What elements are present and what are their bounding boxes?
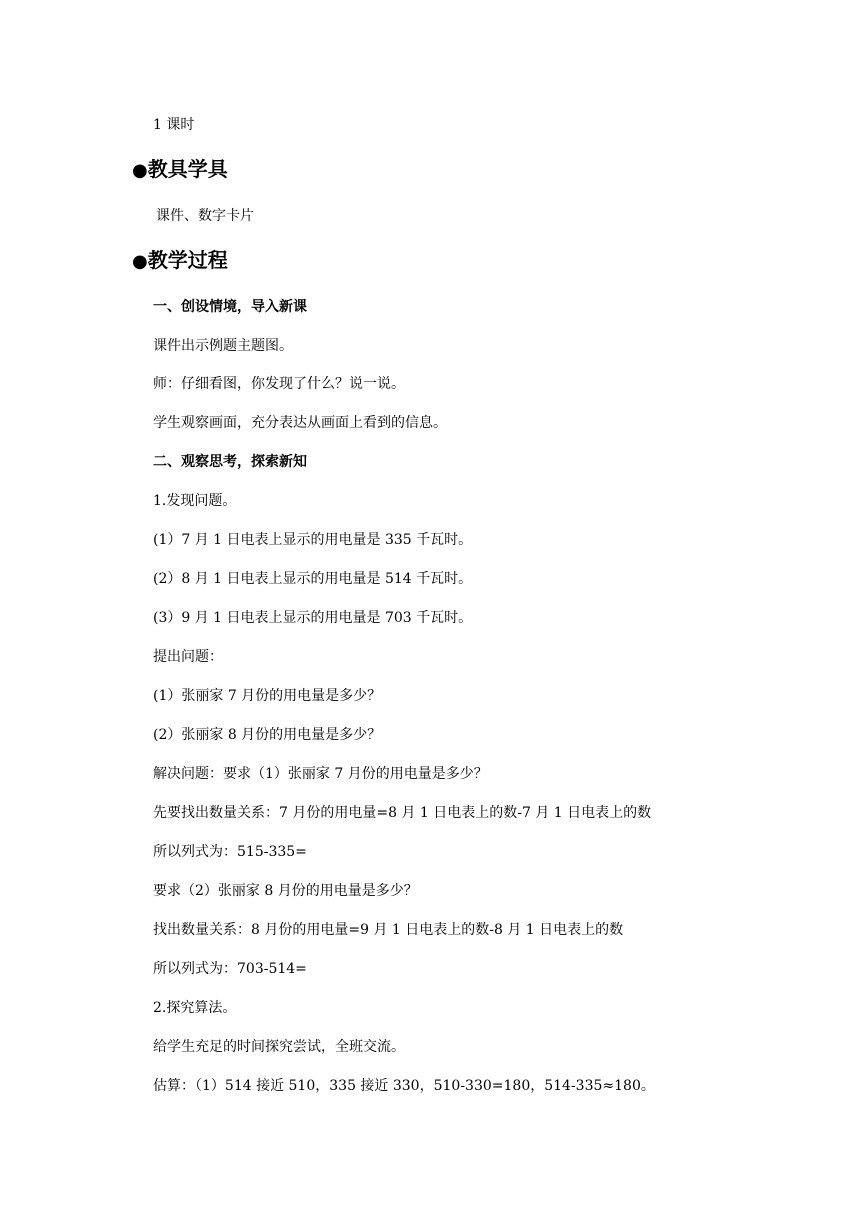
paragraph: 给学生充足的时间探究尝试，全班交流。	[153, 1039, 405, 1055]
paragraph: (1）张丽家 7 月份的用电量是多少？	[153, 688, 382, 704]
paragraph: 解决问题：要求（1）张丽家 7 月份的用电量是多少？	[153, 766, 488, 782]
bullet-icon: ●	[132, 160, 148, 181]
lesson-duration: 1 课时	[153, 117, 195, 133]
paragraph: 找出数量关系：8 月份的用电量=9 月 1 日电表上的数-8 月 1 日电表上的数	[153, 922, 624, 938]
paragraph: 要求（2）张丽家 8 月份的用电量是多少？	[153, 883, 418, 899]
paragraph: 估算：（1）514 接近 510，335 接近 330，510-330=180，514-335≈180。	[153, 1078, 655, 1094]
section-heading-process	[132, 248, 228, 274]
paragraph: 先要找出数量关系：7 月份的用电量=8 月 1 日电表上的数-7 月 1 日电表上的数	[153, 805, 652, 821]
paragraph: 所以列式为：515-335=	[153, 844, 307, 860]
paragraph: (2）张丽家 8 月份的用电量是多少？	[153, 727, 382, 743]
paragraph: 2.探究算法。	[153, 1000, 237, 1016]
paragraph: 课件出示例题主题图。	[153, 338, 293, 354]
materials-heading-text: 教具学具	[147, 157, 228, 181]
paragraph: (1）7 月 1 日电表上显示的用电量是 335 千瓦时。	[153, 532, 473, 548]
paragraph: 学生观察画面，充分表达从画面上看到的信息。	[153, 415, 447, 431]
paragraph: (3）9 月 1 日电表上显示的用电量是 703 千瓦时。	[153, 610, 473, 626]
materials-text: 课件、数字卡片	[156, 208, 254, 224]
paragraph: 提出问题：	[153, 649, 223, 665]
section-heading-materials	[132, 157, 228, 183]
paragraph: 所以列式为：703-514=	[153, 961, 307, 977]
subsection-heading-2: 二、观察思考，探索新知	[153, 454, 307, 470]
subsection-heading-1: 一、创设情境，导入新课	[153, 299, 307, 315]
paragraph: 师：仔细看图，你发现了什么？说一说。	[153, 376, 405, 392]
bullet-icon: ●	[132, 251, 148, 272]
paragraph: 1.发现问题。	[153, 493, 237, 509]
process-heading-text: 教学过程	[147, 248, 228, 272]
paragraph: (2）8 月 1 日电表上显示的用电量是 514 千瓦时。	[153, 571, 473, 587]
